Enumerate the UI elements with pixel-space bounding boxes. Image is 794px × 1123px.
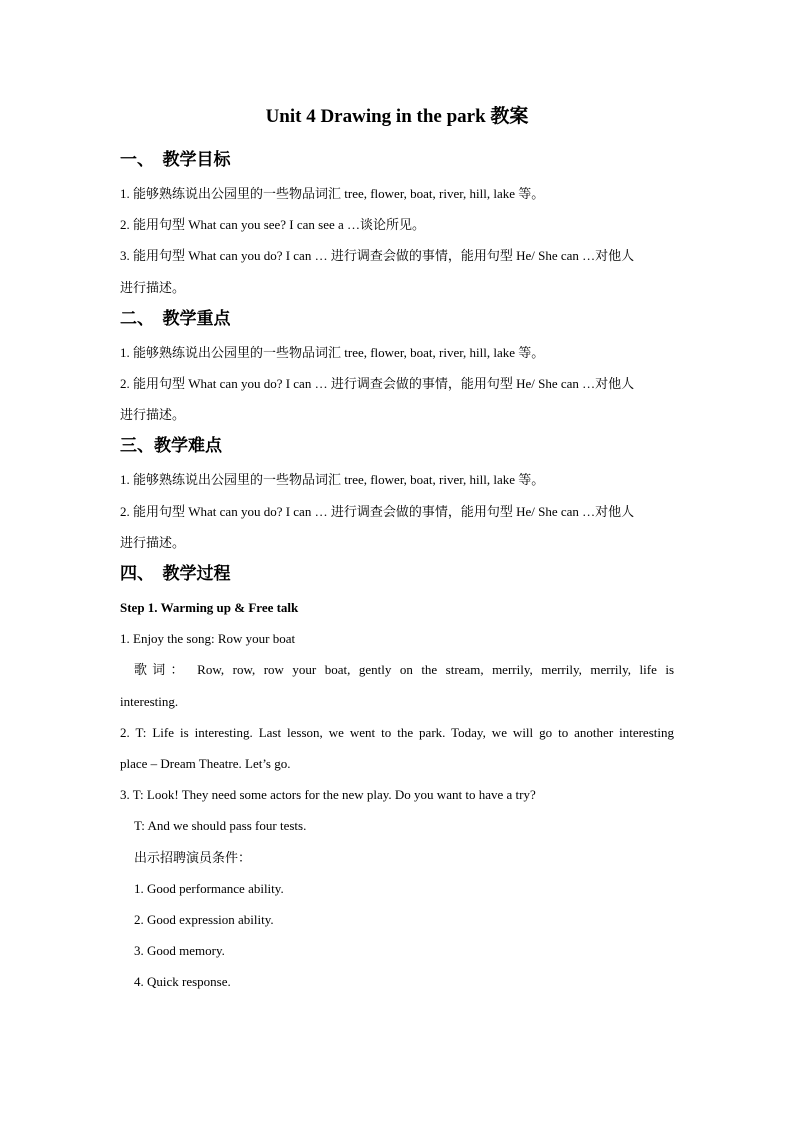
difficulty-item-2-cont: 进行描述。	[120, 534, 186, 550]
condition-item-1: 1. Good performance ability.	[134, 880, 284, 896]
objective-item-2: 2. 能用句型 What can you see? I can see a …谈论所见。	[120, 217, 426, 233]
document-body	[120, 104, 674, 998]
process-line-lyrics-cont: interesting.	[120, 693, 179, 709]
section-heading-objectives: 一、 教学目标	[120, 150, 231, 169]
section-heading-difficulties: 三、教学难点	[120, 436, 222, 456]
process-line-song: 1. Enjoy the song: Row your boat	[120, 631, 296, 647]
objective-item-1: 1. 能够熟练说出公园里的一些物品词汇 tree, flower, boat, river, hill, lake 等。	[120, 186, 545, 201]
process-line-lyrics: 歌词： Row, row, row your boat, gently on the stream, merrily, merrily, merrily, life is	[134, 662, 674, 678]
step-1-heading: Step 1. Warming up & Free talk	[120, 600, 299, 616]
key-point-item-1: 1. 能够熟练说出公园里的一些物品词汇 tree, flower, boat, river, hill, lake 等。	[120, 344, 545, 360]
process-line-2: 2. T: Life is interesting. Last lesson, we went to the park. Today, we will go to another interesting	[120, 724, 674, 740]
section-heading-key-points: 二、 教学重点	[120, 308, 231, 328]
difficulty-item-1: 1. 能够熟练说出公园里的一些物品词汇 tree, flower, boat, river, hill, lake 等。	[120, 472, 545, 488]
objective-item-3-cont: 进行描述。	[120, 279, 186, 295]
process-line-2-cont: place – Dream Theatre. Let’s go.	[120, 756, 291, 772]
recruitment-conditions-label: 出示招聘演员条件：	[134, 849, 252, 865]
section-heading-process: 四、 教学过程	[120, 564, 231, 584]
condition-item-4: 4. Quick response.	[134, 974, 231, 990]
process-line-3-teacher: T: And we should pass four tests.	[134, 818, 307, 834]
condition-item-2: 2. Good expression ability.	[134, 912, 274, 928]
document-title: Unit 4 Drawing in the park 教案	[265, 106, 529, 127]
condition-item-3: 3. Good memory.	[134, 943, 225, 959]
key-point-item-2: 2. 能用句型 What can you do? I can … 进行调查会做的事情，能用句型 He/ She can …对他人	[120, 376, 635, 392]
objective-item-3: 3. 能用句型 What can you do? I can … 进行调查会做的事情，能用句型 He/ She can …对他人	[120, 248, 635, 264]
difficulty-item-2: 2. 能用句型 What can you do? I can … 进行调查会做的事情，能用句型 He/ She can …对他人	[120, 503, 635, 519]
process-line-3: 3. T: Look! They need some actors for the new play. Do you want to have a try?	[120, 787, 536, 803]
key-point-item-2-cont: 进行描述。	[120, 407, 186, 423]
